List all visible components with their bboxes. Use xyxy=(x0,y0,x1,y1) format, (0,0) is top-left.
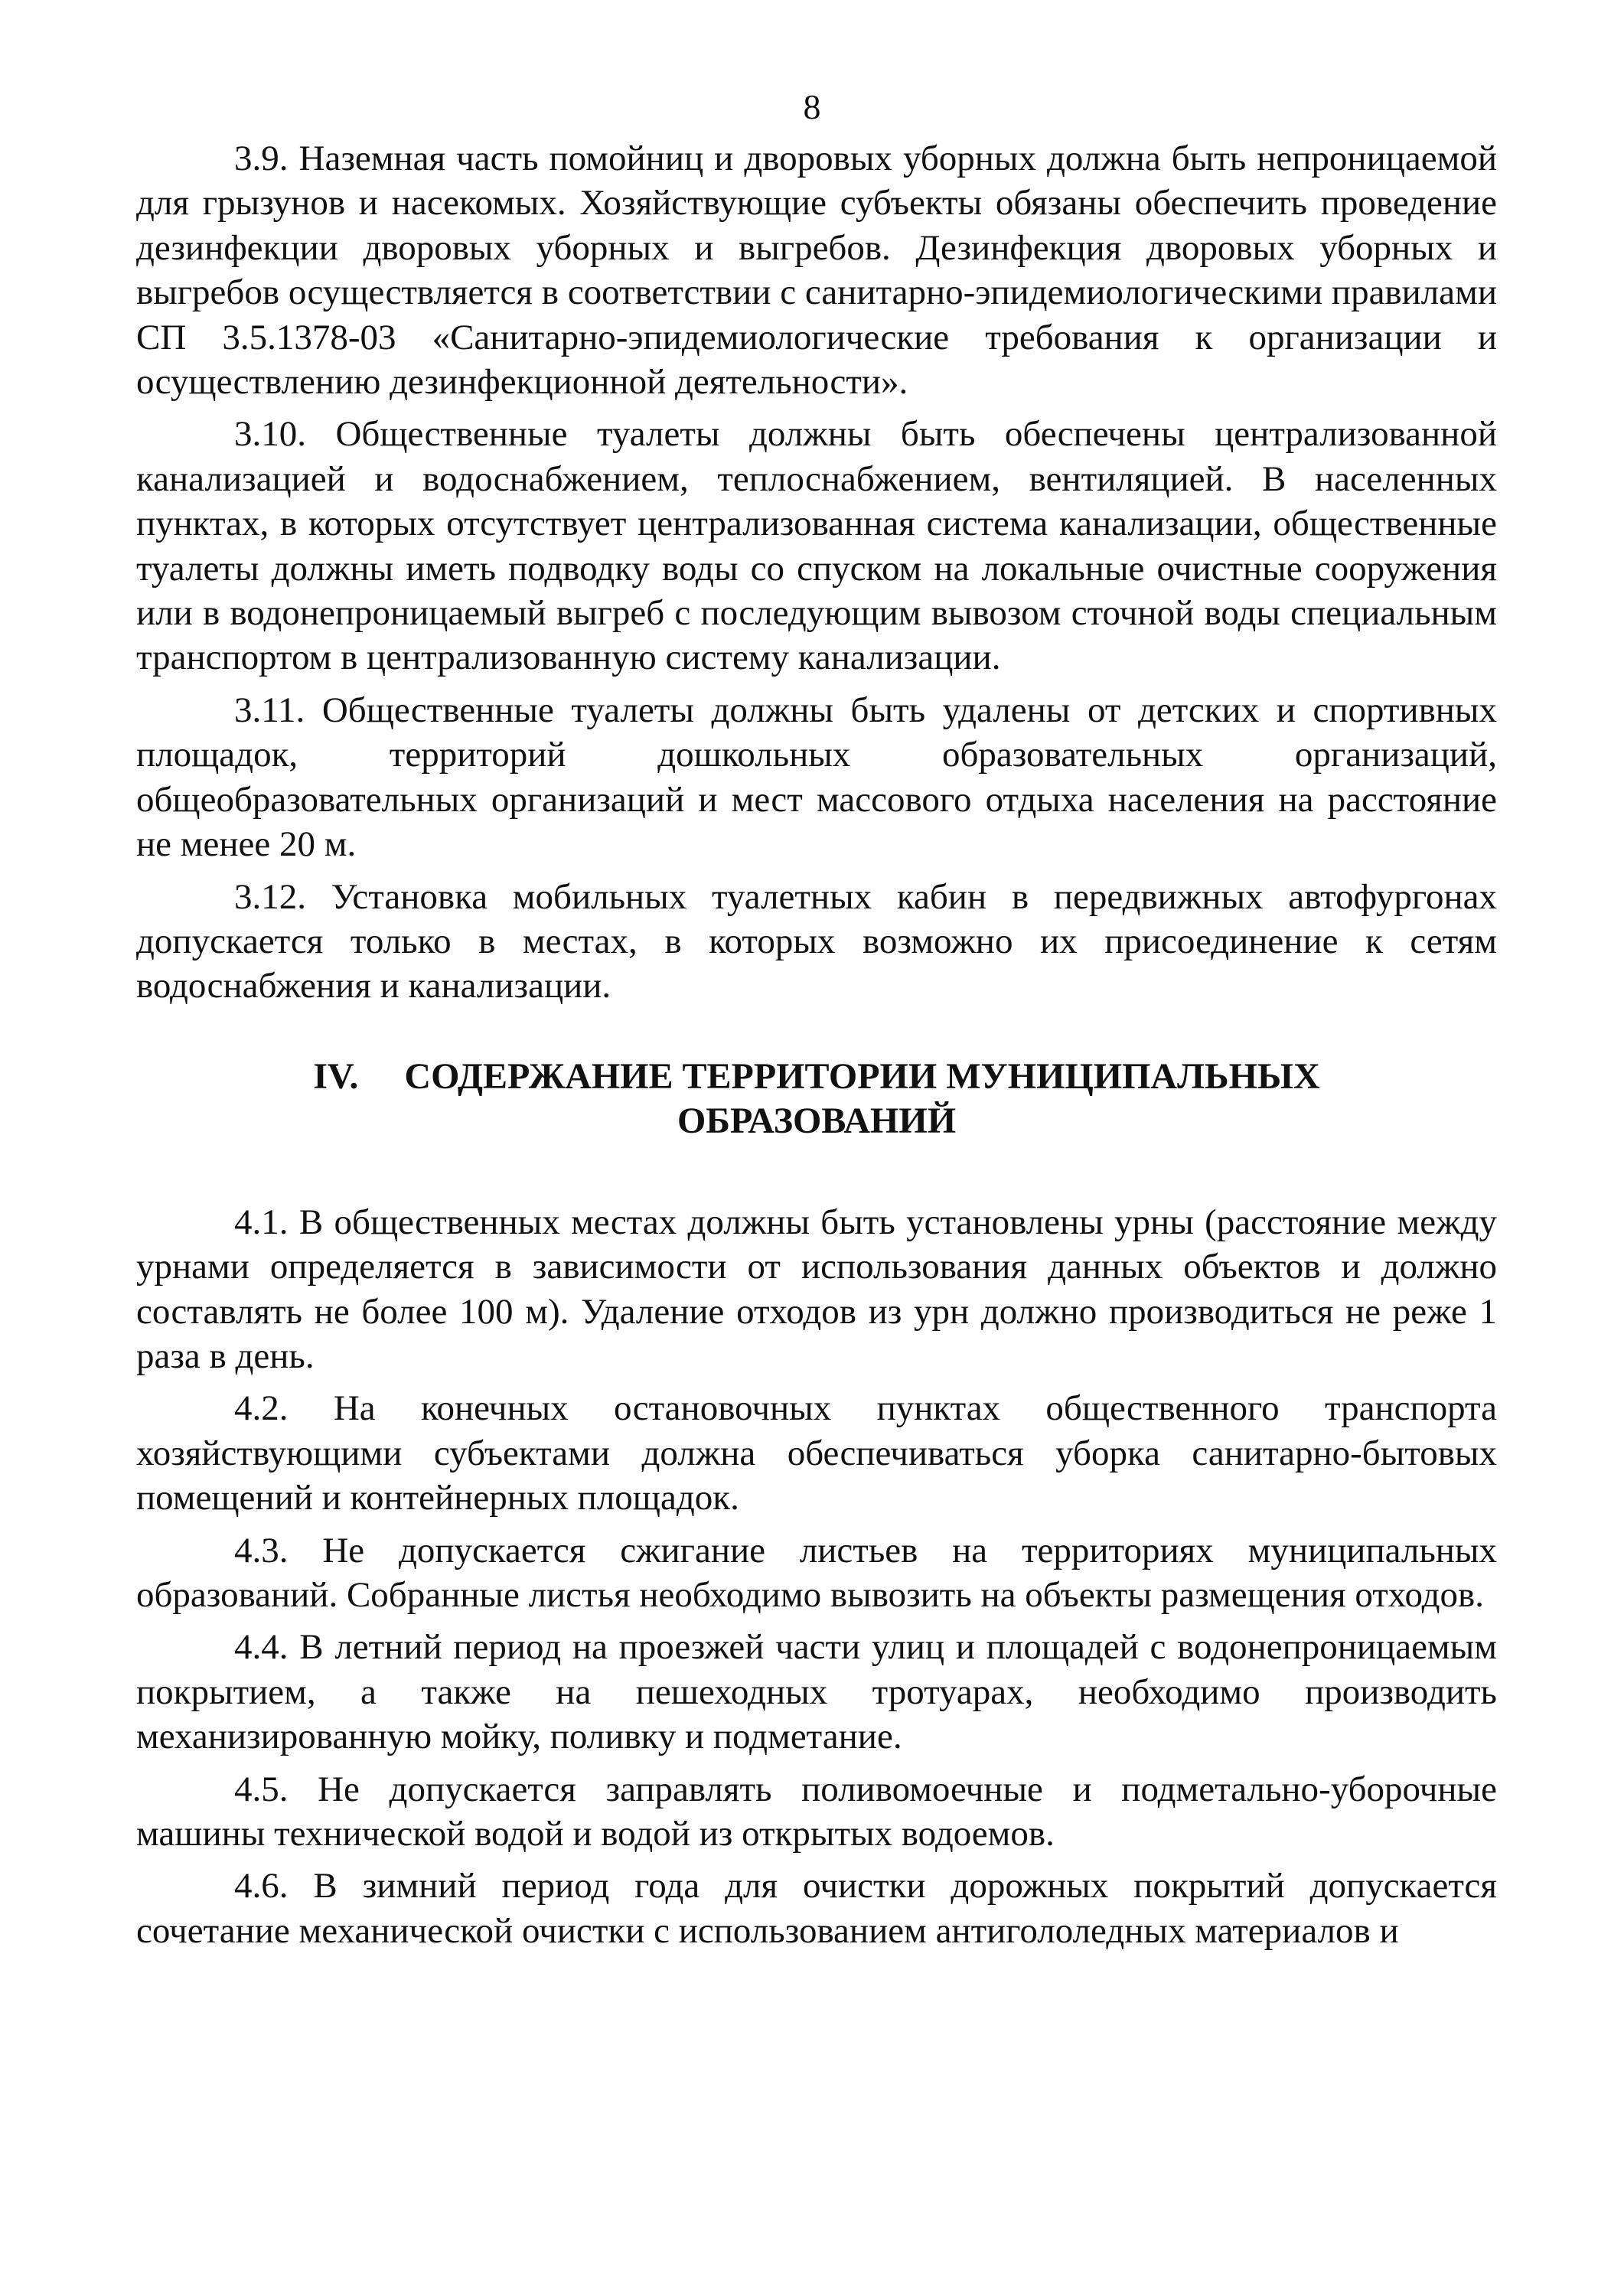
paragraph-3-9: 3.9. Наземная часть помойниц и дворовых уборных должна быть непроницаемой для грызунов и насекомых. Хозяйствующие субъекты обязаны обеспечить проведение дезинфекции дворовых уборных и выгребов. Дезинфекция дворовых уборных и выгребов осуществляется в соответствии с санитарно-эпидемиологическими правилами СП 3.5.1378-03 «Санитарно-эпидемиологические требования к организации и осуществлению дезинфекционной деятельности». xyxy=(136,139,1497,403)
section-number: IV. xyxy=(313,1055,359,1097)
page-number: 8 xyxy=(803,87,821,126)
paragraph-4-6: 4.6. В зимний период года для очистки дорожных покрытий допускается сочетание механической очистки с использованием антигололедных материалов и xyxy=(136,1866,1497,1951)
section-heading xyxy=(136,1055,1497,1143)
paragraph-4-4: 4.4. В летний период на проезжей части улиц и площадей с водонепроницаемым покрытием, а также на пешеходных тротуарах, необходимо производить механизированную мойку, поливку и подметание. xyxy=(136,1627,1497,1757)
section-heading-line-1 xyxy=(136,1055,1497,1099)
section-title-line-2: ОБРАЗОВАНИЙ xyxy=(677,1100,957,1141)
document-body xyxy=(136,136,1497,1961)
paragraph-3-11: 3.11. Общественные туалеты должны быть удалены от детских и спортивных площадок, территорий дошкольных образовательных организаций, общеобразовательных организаций и мест массового отдыха населения на расстояние не менее 20 м. xyxy=(136,690,1497,865)
paragraph-4-2: 4.2. На конечных остановочных пунктах общественного транспорта хозяйствующими субъектами должна обеспечиваться уборка санитарно-бытовых помещений и контейнерных площадок. xyxy=(136,1388,1497,1518)
paragraph-4-5: 4.5. Не допускается заправлять поливомоечные и подметально-уборочные машины технической водой и водой из открытых водоемов. xyxy=(136,1769,1497,1854)
paragraph-3-12: 3.12. Установка мобильных туалетных кабин в передвижных автофургонах допускается только в местах, в которых возможно их присоединение к сетям водоснабжения и канализации. xyxy=(136,876,1497,1006)
section-title-line-1: СОДЕРЖАНИЕ ТЕРРИТОРИИ МУНИЦИПАЛЬНЫХ xyxy=(404,1055,1320,1097)
paragraph-4-1: 4.1. В общественных местах должны быть установлены урны (расстояние между урнами определяется в зависимости от использования данных объектов и должно составлять не более 100 м). Удаление отходов из урн должно производиться не реже 1 раза в день. xyxy=(136,1202,1497,1376)
paragraph-4-3: 4.3. Не допускается сжигание листьев на территориях муниципальных образований. Собранные листья необходимо вывозить на объекты размещения отходов. xyxy=(136,1530,1497,1615)
paragraph-3-10: 3.10. Общественные туалеты должны быть обеспечены централизованной канализацией и водоснабжением, теплоснабжением, вентиляцией. В населенных пунктах, в которых отсутствует централизованная система канализации, общественные туалеты должны иметь подводку воды со спуском на локальные очистные сооружения или в водонепроницаемый выгреб с последующим вывозом сточной воды специальным транспортом в централизованную систему канализации. xyxy=(136,414,1497,678)
